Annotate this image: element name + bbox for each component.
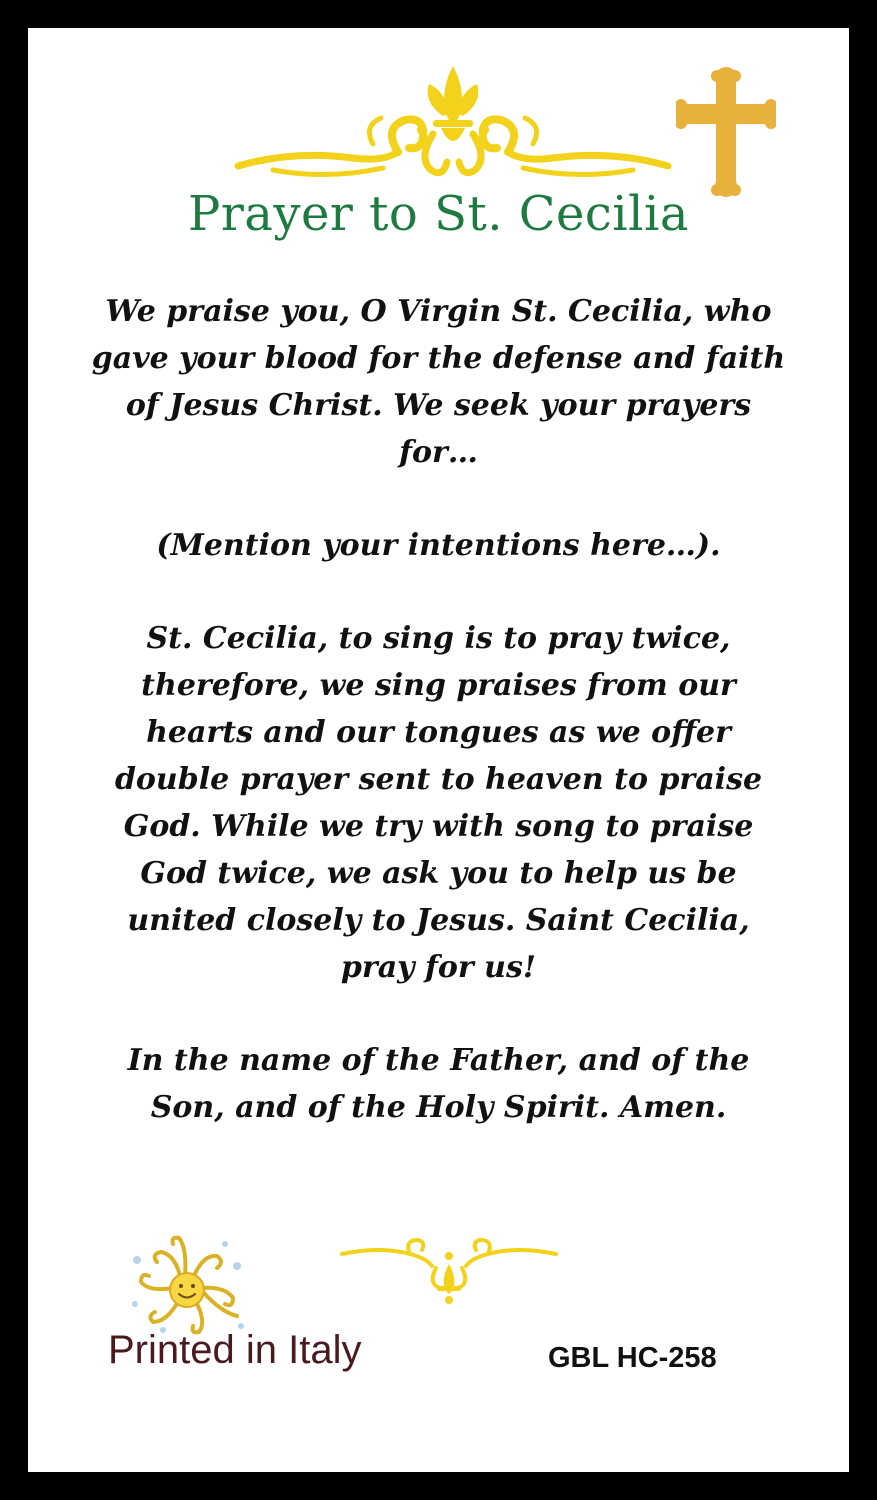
small-scroll-ornament-icon	[340, 1234, 558, 1304]
prayer-closing: In the name of the Father, and of the Son, and of the Holy Spirit. Amen.	[127, 1043, 750, 1125]
product-code: GBL HC-258	[548, 1342, 717, 1374]
prayer-text	[88, 288, 789, 1177]
prayer-paragraph: St. Cecilia, to sing is to pray twice, therefore, we sing praises from our hearts and our tongues as we offer double prayer sent to heaven to praise God. While we try with song to praise God twice, we ask you to help us be united closely to Jesus. Saint Cecilia, pray for us!	[114, 621, 763, 985]
printed-in-italy-label: Printed in Italy	[108, 1328, 362, 1372]
prayer-paragraph: We praise you, O Virgin St. Cecilia, who gave your blood for the defense and faith of Jesus Christ. We seek your prayers for…	[91, 294, 786, 470]
card-body	[28, 28, 849, 1472]
ornate-cross-icon	[676, 66, 776, 198]
sun-logo-icon	[121, 1230, 251, 1340]
prayer-intentions: (Mention your intentions here…).	[156, 528, 721, 563]
prayer-title: Prayer to St. Cecilia	[188, 186, 689, 242]
